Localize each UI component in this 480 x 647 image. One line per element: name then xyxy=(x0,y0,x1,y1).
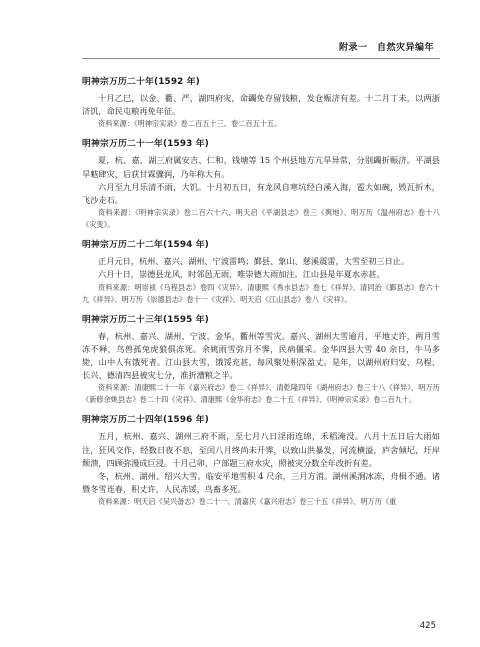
running-header: 附录一 自然灾异编年 xyxy=(338,43,434,53)
section-1592 xyxy=(82,74,440,130)
section-heading: 明神宗万历二十年(1592 年) xyxy=(82,77,200,87)
source-note: 资料来源：明天启《吴兴备志》卷二十一、清嘉庆《嘉兴府志》卷三十五《祥异》、明万历《重 xyxy=(98,497,397,507)
section-heading: 明神宗万历二十三年(1595 年) xyxy=(82,314,209,325)
source-note: 资料来源：清康熙二十一年《嘉兴府志》卷二《祥异》、清乾隆四年《湖州府志》卷三十八《祥异》、明万历《新修余姚县志》卷二十四《灾祥》、清康熙《金华府志》卷二十五《祥异》、《明神宗实录》卷二百九十。 xyxy=(82,383,440,405)
paragraph: 正月元日，杭州、嘉兴、湖州、宁波雷鸣；鄞县、象山、慈溪震雷，大雪至初三日止。 xyxy=(98,256,410,267)
source-note: 资料来源：《明神宗实录》卷二百五十三、卷二百五十五。 xyxy=(98,119,282,129)
source-note: 资料来源：《明神宗实录》卷二百六十六、明天启《平湖县志》卷三《舆地》、明万历《温州府志》卷十八《灾变》。 xyxy=(82,208,440,230)
paragraph: 夏，杭、嘉、湖三府属安吉、仁和、钱塘等 15 个州县地方亢旱异常，分别蠲折赈济。平湖县旱魃肆灾，后获甘霖骤润，乃年称大有。 xyxy=(82,155,440,179)
section-1593 xyxy=(82,136,440,231)
section-heading: 明神宗万历二十二年(1594 年) xyxy=(82,240,209,251)
section-1595 xyxy=(82,312,440,407)
section-1594 xyxy=(82,237,440,305)
page-content xyxy=(82,70,440,514)
section-heading: 明神宗万历二十四年(1596 年) xyxy=(82,415,209,426)
section-heading: 明神宗万历二十一年(1593 年) xyxy=(82,139,209,150)
paragraph: 五月，杭州、嘉兴、湖州三府不雨，至七月八日淫雨连绵，禾稻淹没。八月十五日后大雨如注，狂风交作，经数日夜不息，至闰八月终尚未开霁，以致山洪暴发，河流横溢，庐舍倾圮，圩岸颓溃，四顾弥漫成巨浸。十月己卯，户部题三府水灾，照被灾分数全年改折有差。 xyxy=(82,431,440,468)
paragraph: 六月至九月乐清不雨，大饥。十月初五日，有龙风自寒坑经白溪入海，雹大如碗，毁瓦折木，飞沙走石。 xyxy=(82,181,440,206)
paragraph: 冬，杭州、湖州、绍兴大雪。临安平地雪积 4 尺余，三月方消。湖州溪涧冰冻，舟楫不通。诸暨冬雪连春，积丈许，人民冻馁，鸟畜多死。 xyxy=(82,471,440,495)
page-number: 425 xyxy=(419,621,436,631)
section-1596 xyxy=(82,412,440,508)
source-note: 资料来源：明崇祯《乌程县志》卷四《灾异》、清康熙《秀水县志》卷七《祥异》、清同治《鄞县志》卷六十九《祥异》、明万历《崇德县志》卷十一《灾祥》、明天启《江山县志》卷八《灾祥》。 xyxy=(82,282,440,304)
paragraph: 春，杭州、嘉兴、湖州、宁波、金华、衢州等雪灾。嘉兴、湖州大雪逾月，平地丈许，两月雪冻不释，鸟兽孤兔虎狼俱冻死。余姚雨雪弥月不霁，民病僵采。金华四县大雪 40 余日，牛马多毙，山中人有饿死者。江山县大雪，饿馁充甚，每风聚处积深盈丈。是年，以湖州府归安、乌程、长兴、德清四县被灾七分，准折漕粮之半。 xyxy=(82,330,440,381)
paragraph: 六月十日，崇德县龙风，时邻邑无雨，唯崇德大雨加注。江山县是年夏水赤甚。 xyxy=(98,269,385,280)
paragraph: 十月乙巳，以金、衢、严、湖四府灾，命蠲免存留钱粮，发仓赈济有差。十二月丁未，以两浙济饥，命民屯粮再免年征。 xyxy=(82,93,440,117)
header-rule xyxy=(82,58,440,59)
